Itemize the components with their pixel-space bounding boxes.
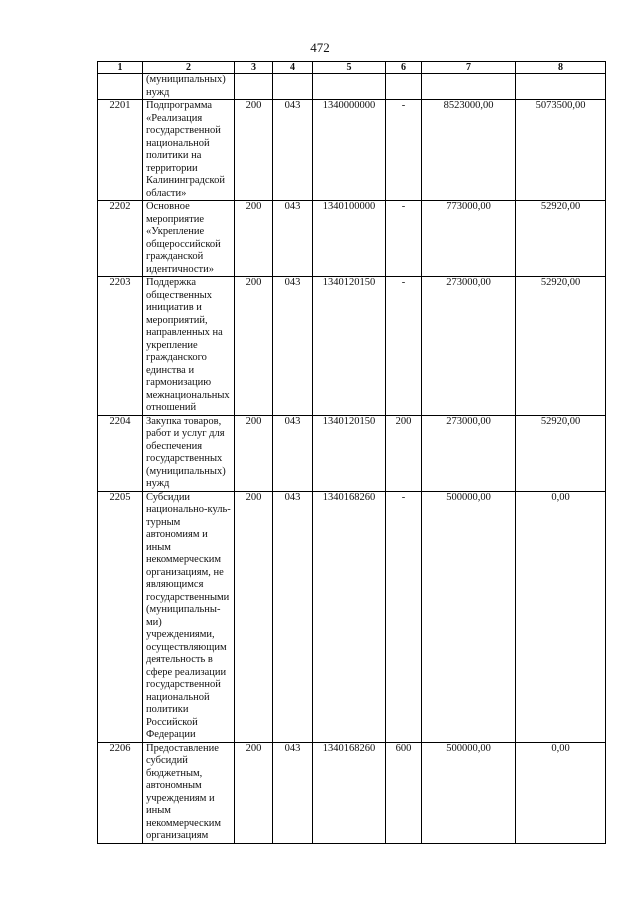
row-cell: 52920,00 xyxy=(516,277,606,416)
row-name: Поддержка общественных инициатив и мероприятий, направленных на укрепление гражданского единства и гармонизацию межнациональных отношений xyxy=(143,277,235,416)
row-cell: 200 xyxy=(386,415,422,491)
row-name: Основное мероприятие «Укрепление общероссийской гражданской идентичности» xyxy=(143,201,235,277)
row-cell: - xyxy=(386,100,422,201)
row-cell xyxy=(273,74,313,100)
header-cell: 4 xyxy=(273,62,313,74)
row-number: 2204 xyxy=(98,415,143,491)
row-cell: - xyxy=(386,277,422,416)
row-number: 2201 xyxy=(98,100,143,201)
header-cell: 5 xyxy=(313,62,386,74)
row-cell xyxy=(386,74,422,100)
table-row xyxy=(98,415,606,491)
row-number: 2203 xyxy=(98,277,143,416)
row-cell: 200 xyxy=(235,277,273,416)
row-name: Подпрограмма «Реализация государственной национальной политики на территории Калининградской области» xyxy=(143,100,235,201)
row-cell: 0,00 xyxy=(516,742,606,843)
row-cell: 1340000000 xyxy=(313,100,386,201)
header-cell: 3 xyxy=(235,62,273,74)
row-name: Предоставление субсидий бюджетным, автономным учреждениям и иным некоммерческим организациям xyxy=(143,742,235,843)
row-name: Субсидии национально-куль-турным автономиям и иным некоммерческим организациям, не являющимся государственными (муниципальны-ми) учреждениями, осуществляющим деятельность в сфере реализации государственной национальной политики Российской Федерации xyxy=(143,491,235,742)
row-cell: 200 xyxy=(235,100,273,201)
row-cell: - xyxy=(386,491,422,742)
table-row xyxy=(98,742,606,843)
table-row xyxy=(98,277,606,416)
row-cell: 200 xyxy=(235,201,273,277)
table-header-row xyxy=(98,62,606,74)
row-cell: 5073500,00 xyxy=(516,100,606,201)
row-cell: 0,00 xyxy=(516,491,606,742)
row-cell: 200 xyxy=(235,491,273,742)
header-cell: 2 xyxy=(143,62,235,74)
row-cell xyxy=(313,74,386,100)
row-cell: 1340100000 xyxy=(313,201,386,277)
page-number: 472 xyxy=(310,40,330,55)
row-cell: 043 xyxy=(273,100,313,201)
row-cell: 500000,00 xyxy=(422,491,516,742)
row-number: 2206 xyxy=(98,742,143,843)
row-cell xyxy=(422,74,516,100)
row-cell: 52920,00 xyxy=(516,415,606,491)
row-name: Закупка товаров, работ и услуг для обеспечения государственных (муниципальных) нужд xyxy=(143,415,235,491)
row-cell: 1340168260 xyxy=(313,491,386,742)
header-cell: 7 xyxy=(422,62,516,74)
row-cell: 043 xyxy=(273,415,313,491)
row-cell: 1340120150 xyxy=(313,277,386,416)
row-number: 2202 xyxy=(98,201,143,277)
table-row xyxy=(98,100,606,201)
row-name: (муниципальных) нужд xyxy=(143,74,235,100)
row-cell: 773000,00 xyxy=(422,201,516,277)
row-cell: 043 xyxy=(273,742,313,843)
row-number xyxy=(98,74,143,100)
table-row xyxy=(98,74,606,100)
row-cell: 600 xyxy=(386,742,422,843)
row-number: 2205 xyxy=(98,491,143,742)
header-cell: 8 xyxy=(516,62,606,74)
row-cell: 1340120150 xyxy=(313,415,386,491)
row-cell: 8523000,00 xyxy=(422,100,516,201)
row-cell: 1340168260 xyxy=(313,742,386,843)
row-cell xyxy=(516,74,606,100)
row-cell: - xyxy=(386,201,422,277)
row-cell: 52920,00 xyxy=(516,201,606,277)
table-row xyxy=(98,201,606,277)
header-cell: 1 xyxy=(98,62,143,74)
row-cell: 043 xyxy=(273,491,313,742)
row-cell: 200 xyxy=(235,415,273,491)
row-cell: 200 xyxy=(235,742,273,843)
row-cell: 043 xyxy=(273,201,313,277)
row-cell: 273000,00 xyxy=(422,277,516,416)
row-cell: 273000,00 xyxy=(422,415,516,491)
budget-table xyxy=(97,61,606,844)
row-cell: 043 xyxy=(273,277,313,416)
row-cell: 500000,00 xyxy=(422,742,516,843)
row-cell xyxy=(235,74,273,100)
table-row xyxy=(98,491,606,742)
header-cell: 6 xyxy=(386,62,422,74)
